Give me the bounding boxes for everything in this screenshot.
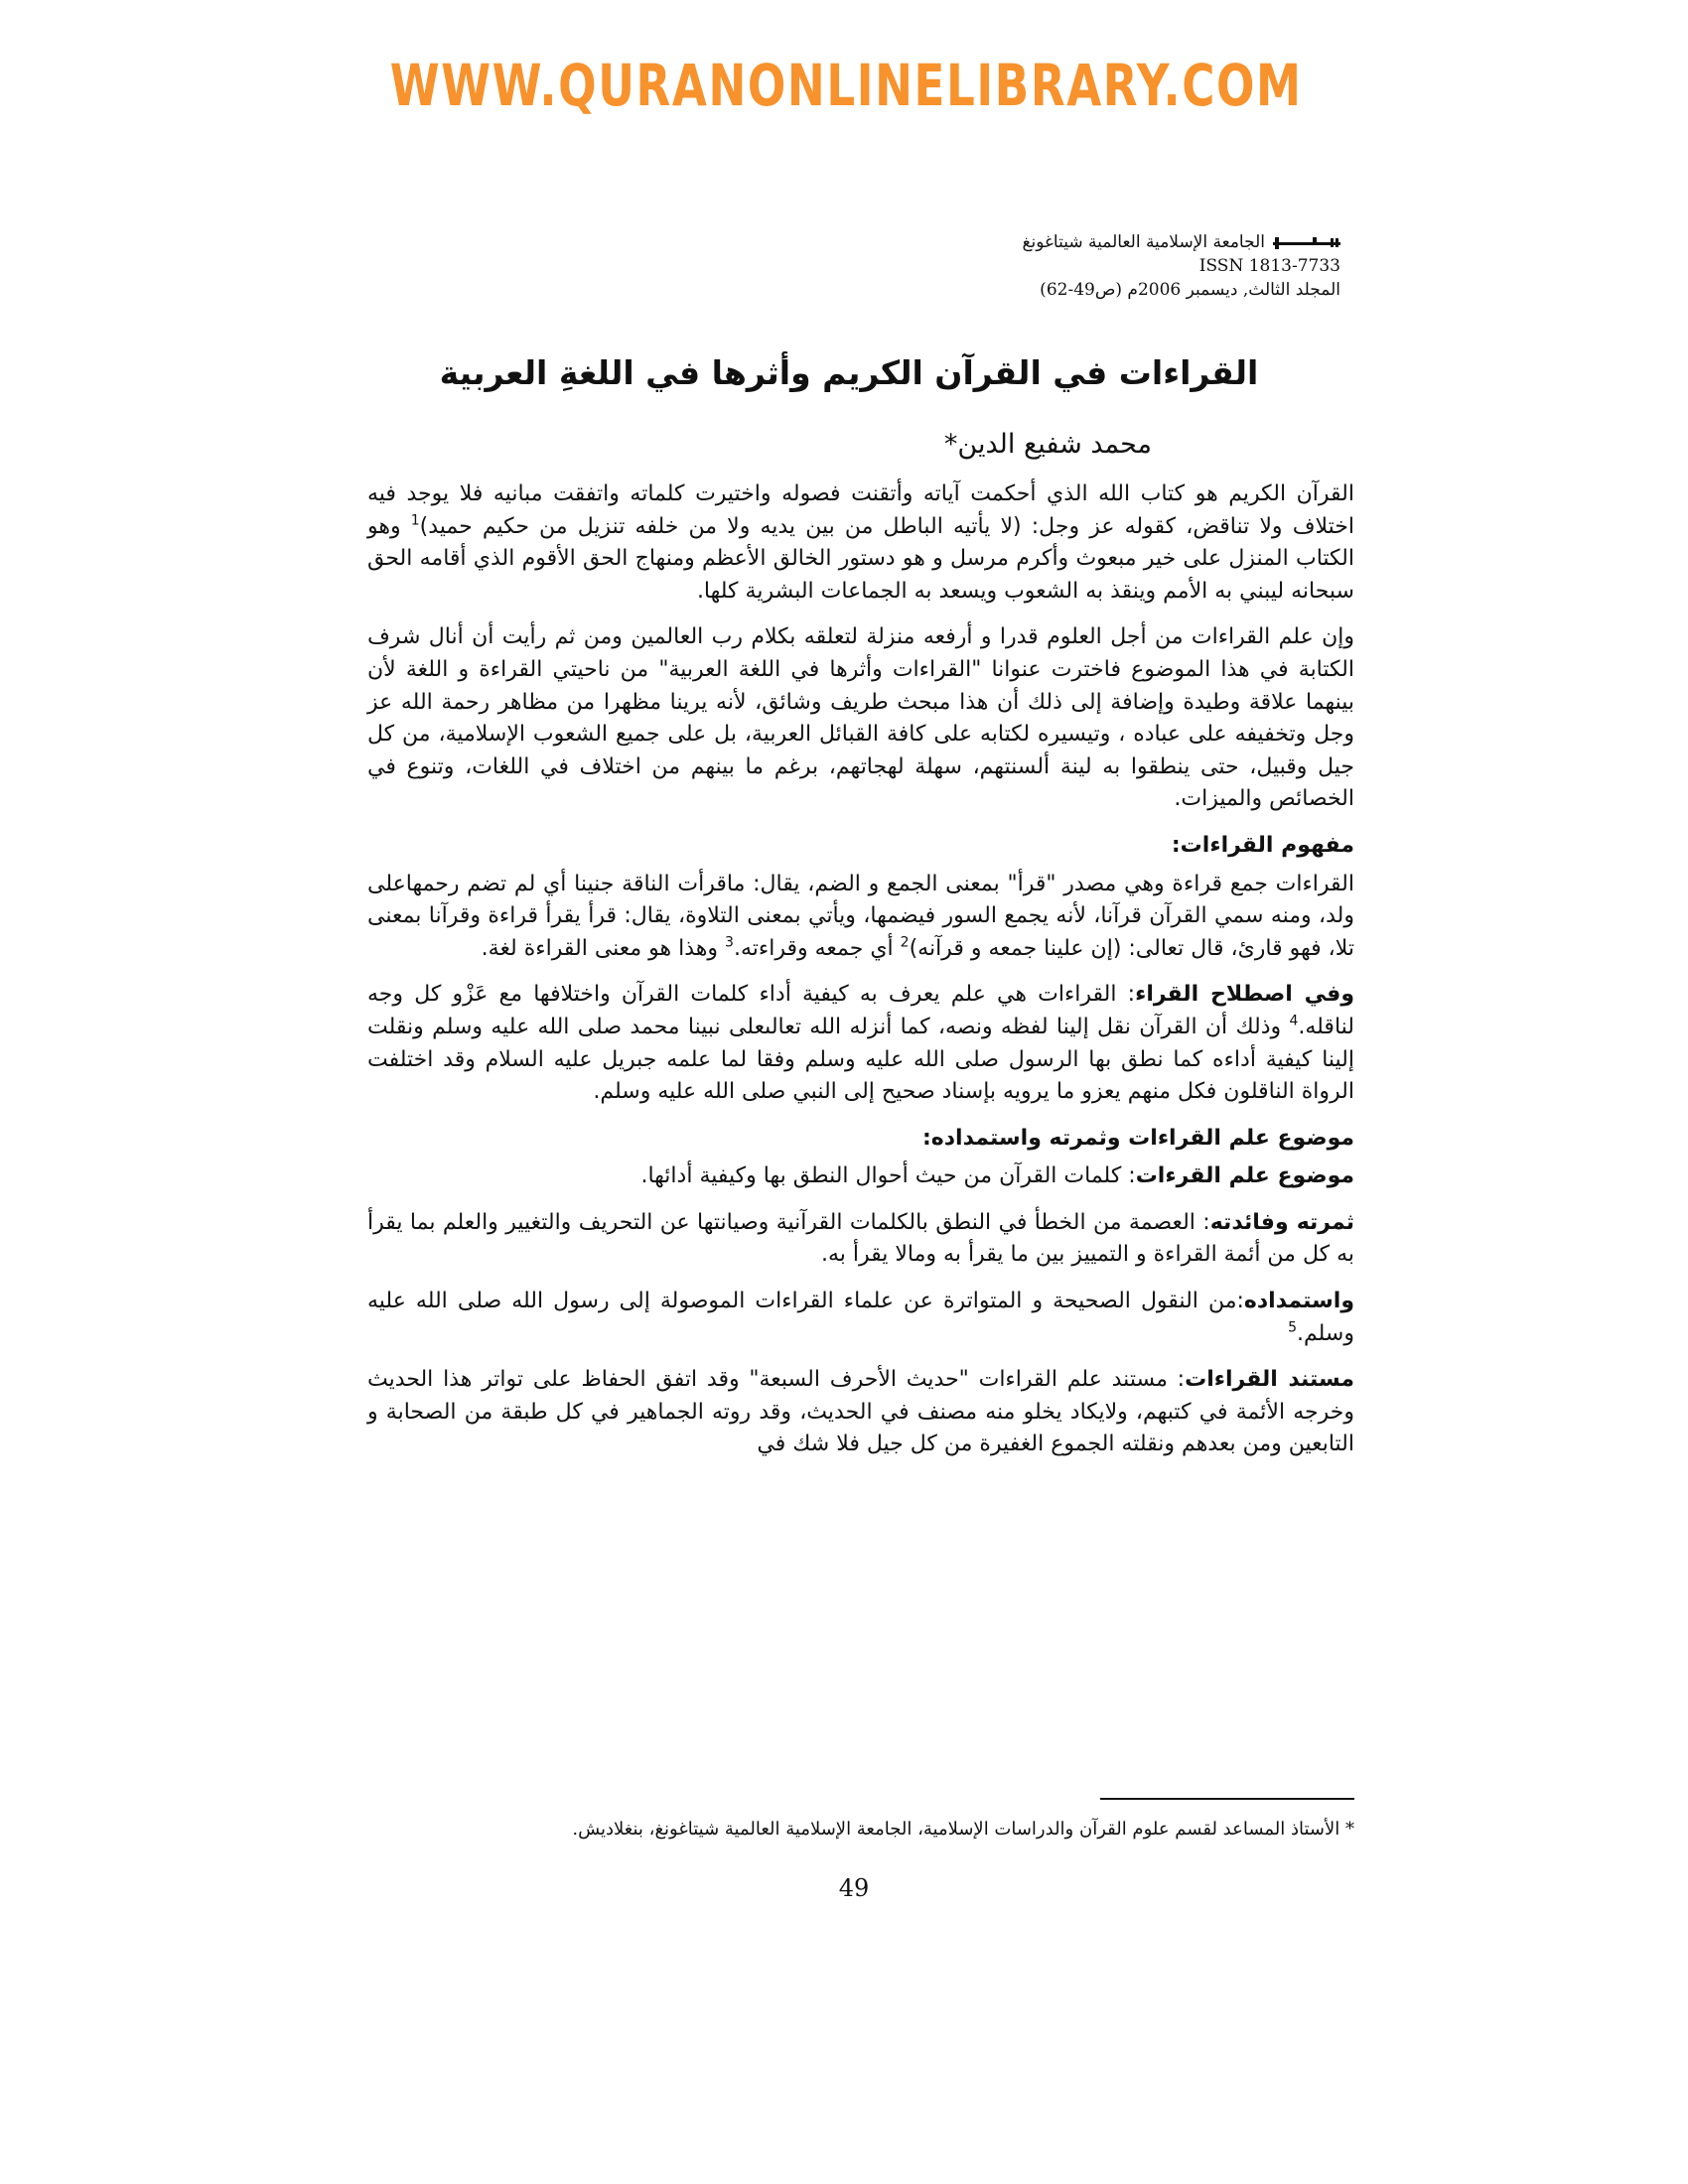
paragraph-intro [367,478,1354,608]
footnote-ref-2: 2 [900,934,910,951]
article-body [367,478,1354,1475]
journal-logo-icon [1273,237,1340,249]
footnote-author: * الأستاذ المساعد لقسم علوم القرآن والدراسات الإسلامية، الجامعة الإسلامية العالمية شيتاغونغ، بنغلاديش. [572,1819,1354,1840]
footnote-ref-4: 4 [1289,1013,1299,1029]
paragraph-benefit-text: : العصمة من الخطأ في النطق بالكلمات القرآنية وصيانتها عن التحريف والتغيير والعلم بما يقرأ به كل من أئمة القراءة و التمييز بين ما يقرأ به ومالا يقرأ به. [367,1209,1354,1268]
footnote-ref-3: 3 [725,934,734,951]
footnote-divider [1100,1798,1354,1800]
paragraph-basis-text: : مستند علم القراءات "حديث الأحرف السبعة" وقد اتفق الحفاظ على تواتر هذا الحديث وخرجه الأئمة في كتبهم، ولايكاد يخلو منه مصنف في الحديث، وقد روته الجماهير في كل طبقة من الصحابة و التابعين ومن بعدهم ونقلته الجموع الغفيرة من كل جيل فلا شك في [367,1367,1354,1457]
paragraph-terminology [367,979,1354,1108]
paragraph-terminology-rest: وذلك أن القرآن نقل إلينا لفظه ونصه، كما أنزله الله تعالىعلى نبينا محمد صلى الله عليه وسلم ونقلت إلينا كيفية أداءه كما نطق بها الرسول صلى الله عليه وسلم وفقا لما علمه جبريل عليه السلام وقد اختلفت الرواة الناقلون فكل منهم يعزو ما يرويه بإسناد صحيح إلى النبي صلى الله عليه وسلم. [367,1014,1354,1105]
paragraph-basis [367,1364,1354,1461]
journal-volume: المجلد الثالث, ديسمبر 2006م (ص49-62) [1040,280,1340,300]
journal-header [1023,230,1340,302]
label-basis: مستند القراءات [1185,1367,1354,1393]
journal-name-row [1023,230,1340,254]
paragraph-subject-text: : كلمات القرآن من حيث أحوال النطق بها وكيفية أدائها. [640,1163,1136,1189]
label-subject: موضوع علم القرءات [1135,1163,1354,1189]
paragraph-terminology-text: : القراءات هي علم يعرف به كيفية أداء كلمات القرآن واختلافها مع عَزْو كل وجه لناقله. [367,982,1354,1039]
paragraph-concept-rest: وهذا هو معنى القراءة لغة. [481,935,726,961]
paragraph-motivation: وإن علم القراءات من أجل العلوم قدرا و أرفعه منزلة لتعلقه بكلام رب العالمين ومن ثم رأيت أن أنال شرف الكتابة في هذا الموضوع فاخترت عنوانا "القراءات وأثرها في اللغة العربية" من ناحيتي القراءة و اللغة لأن بينهما علاقة وطيدة وإضافة إلى ذلك أن هذا مبحث طريف وشائق، لأنه يرينا مظهرا من مظاهر رحمة الله عز وجل وتخفيفه على عباده ، وتيسيره لكتابه على كافة القبائل العربية، بل على جميع الشعوب الإسلامية، من كل جيل وقبيل، حتى ينطقوا به لينة ألسنتهم، سهلة لهجاتهم، برغم ما بينهم من اختلاف في اللغات، وتنوع في الخصائص والميزات. [367,624,1354,812]
heading-subject: موضوع علم القراءات وثمرته واستمداده: [921,1125,1354,1151]
paragraph-intro-rest: وهو الكتاب المنزل على خير مبعوث وأكرم مرسل و هو دستور الخالق الأعظم ومنهاج الحق الأقوم الذي أقامه الحق سبحانه ليبني به الأمم وينقذ به الشعوب ويسعد به الجماعات البشرية كلها. [367,513,1354,604]
page-number: 49 [838,1874,870,1902]
paragraph-source-text: :من النقول الصحيحة و المتواترة عن علماء القراءات الموصولة إلى رسول الله صلى الله عليه وسلم. [367,1289,1354,1346]
watermark-url: WWW.QURANONLINELIBRARY.COM [389,52,1303,119]
paragraph-subject [367,1160,1354,1193]
journal-name: الجامعة الإسلامية العالمية شيتاغونغ [1022,232,1265,252]
paragraph-benefit [367,1207,1354,1272]
paragraph-concept-mid: أي جمعه وقراءته. [733,935,901,961]
paragraph-concept [367,869,1354,966]
footnote-ref-5: 5 [1288,1319,1298,1336]
paragraph-source [367,1286,1354,1350]
paragraph-concept-text: القراءات جمع قراءة وهي مصدر "قرأ" بمعنى الجمع و الضم، يقال: ماقرأت الناقة جنينا أي لم تضم رحمهاعلى ولد، ومنه سمي القرآن قرآنا، لأنه يجمع السور فيضمها، ويأتي بمعنى التلاوة، يقال: قرأ يقرأ قراءة وقرآنا بمعنى تلا، فهو قارئ، قال تعالى: (إن علينا جمعه و قرآنه) [367,871,1354,961]
label-source: واستمداده [1243,1289,1354,1314]
article-author: محمد شفيع الدين* [943,429,1152,460]
label-benefit: ثمرته وفائدته [1209,1209,1354,1235]
journal-issn: ISSN 1813-7733 [1198,256,1340,276]
article-title: القراءات في القرآن الكريم وأثرها في اللغةِ العربية [439,353,1259,392]
heading-concept: مفهوم القراءات: [1171,832,1354,858]
label-terminology: وفي اصطلاح القراء [1135,982,1354,1008]
paragraph-intro-text: القرآن الكريم هو كتاب الله الذي أحكمت آياته وأتقنت فصوله واختيرت كلماته واتفقت مبانيه فلا يوجد فيه اختلاف ولا تناقض، كقوله عز وجل: (لا يأتيه الباطل من بين يديه ولا من خلفه تنزيل من حكيم حميد) [367,481,1354,539]
footnote-ref-1: 1 [410,512,420,529]
